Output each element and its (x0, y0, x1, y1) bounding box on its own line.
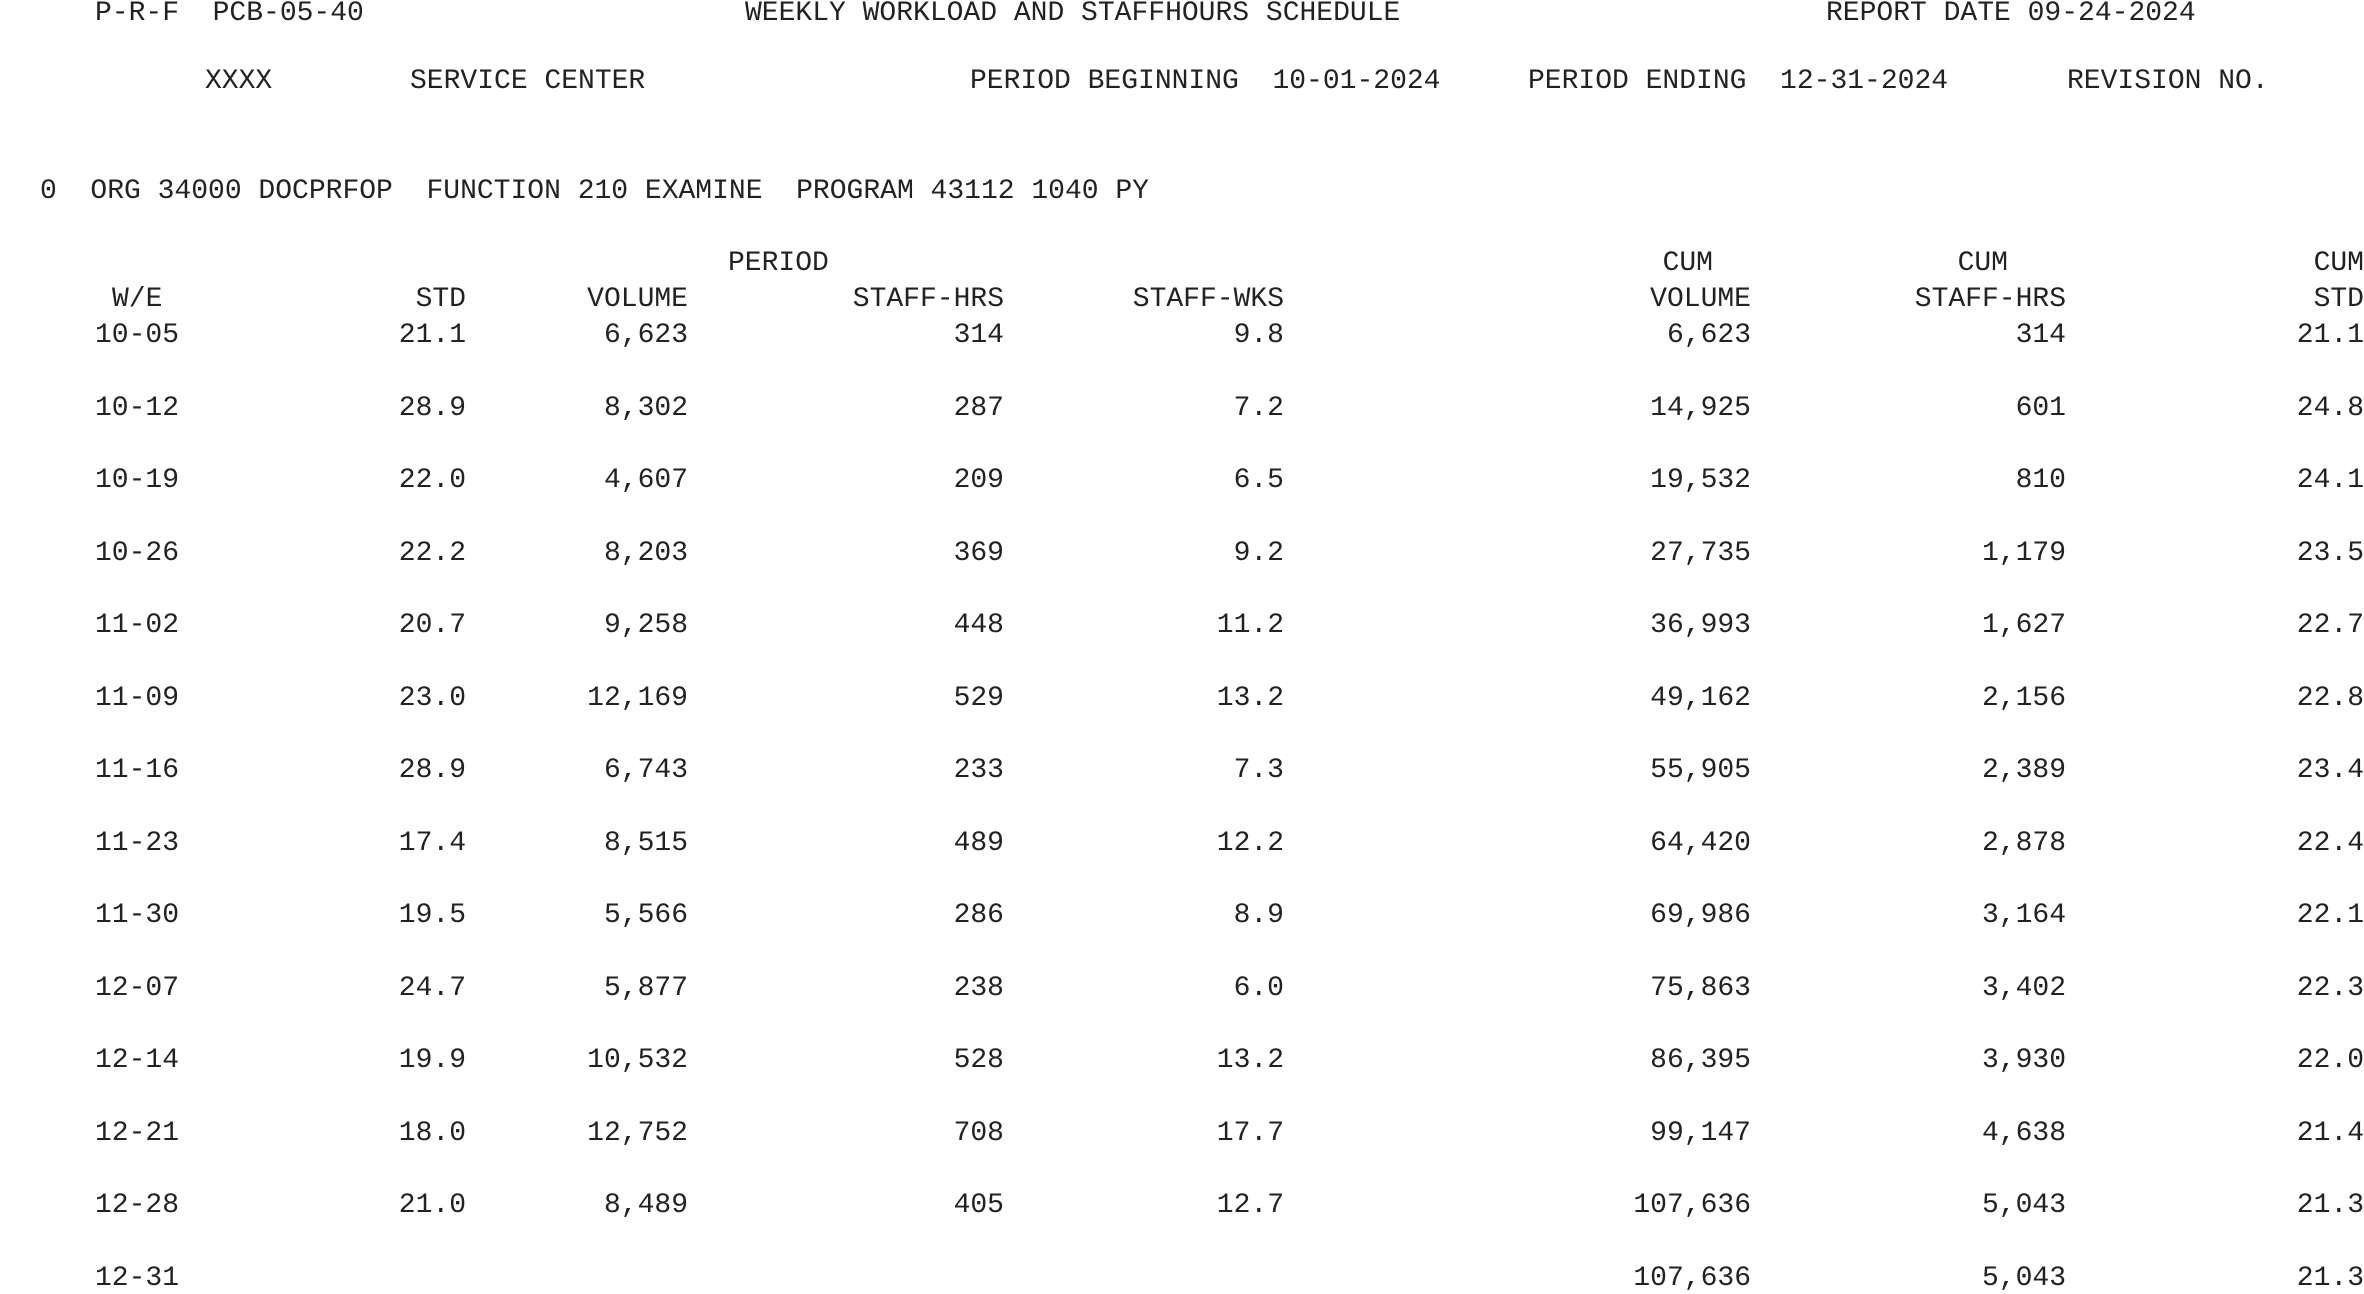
staff-hrs-cell: 528 (953, 1045, 1004, 1076)
staff-hrs-cell: 708 (953, 1118, 1004, 1149)
period-ending: PERIOD ENDING 12-31-2024 (1528, 66, 1949, 97)
staff-wks-cell: 6.0 (1233, 973, 1284, 1004)
cum-staff-hrs-group-header: CUM (1957, 248, 2008, 279)
staff-wks-cell: 7.3 (1233, 755, 1284, 786)
cum-volume-cell: 99,147 (1650, 1118, 1751, 1149)
staff-wks-cell: 12.2 (1216, 828, 1284, 859)
week-ending-cell: 11-30 (95, 900, 180, 931)
staff-hrs-cell: 233 (953, 755, 1004, 786)
staff-hrs-cell: 369 (953, 538, 1004, 569)
week-ending-cell: 12-14 (95, 1045, 180, 1076)
cum-staff-hrs-cell: 1,179 (1981, 538, 2066, 569)
cum-volume-cell: 27,735 (1650, 538, 1751, 569)
report-id: P-R-F PCB-05-40 (95, 0, 364, 29)
cum-volume-cell: 36,993 (1650, 610, 1751, 641)
report-date: REPORT DATE 09-24-2024 (1826, 0, 2196, 29)
staff-wks-cell: 11.2 (1216, 610, 1284, 641)
cum-std-cell: 22.0 (2296, 1045, 2364, 1076)
week-ending-cell: 10-12 (95, 393, 180, 424)
col-header-cum-staff-hrs: STAFF-HRS (1914, 284, 2066, 315)
cum-std-cell: 21.1 (2296, 320, 2364, 351)
cum-volume-cell: 55,905 (1650, 755, 1751, 786)
volume-cell: 6,743 (603, 755, 688, 786)
cum-volume-cell: 14,925 (1650, 393, 1751, 424)
cum-std-cell: 21.3 (2296, 1263, 2364, 1294)
cum-std-cell: 24.1 (2296, 465, 2364, 496)
cum-std-cell: 22.8 (2296, 683, 2364, 714)
cum-staff-hrs-cell: 810 (2015, 465, 2066, 496)
site-name: SERVICE CENTER (410, 66, 646, 97)
staff-wks-cell: 8.9 (1233, 900, 1284, 931)
cum-staff-hrs-cell: 3,164 (1981, 900, 2066, 931)
staff-wks-cell: 9.2 (1233, 538, 1284, 569)
staff-wks-cell: 6.5 (1233, 465, 1284, 496)
cum-volume-cell: 86,395 (1650, 1045, 1751, 1076)
cum-volume-cell: 49,162 (1650, 683, 1751, 714)
col-header-staff-wks: STAFF-WKS (1132, 284, 1284, 315)
staff-wks-cell: 17.7 (1216, 1118, 1284, 1149)
col-header-std: STD (415, 284, 466, 315)
cum-std-cell: 23.5 (2296, 538, 2364, 569)
cum-std-cell: 22.7 (2296, 610, 2364, 641)
volume-cell: 8,489 (603, 1190, 688, 1221)
col-header-week-ending: W/E (112, 284, 163, 315)
cum-volume-cell: 19,532 (1650, 465, 1751, 496)
std-cell: 24.7 (398, 973, 466, 1004)
period-beginning: PERIOD BEGINNING 10-01-2024 (970, 66, 1441, 97)
cum-staff-hrs-cell: 314 (2015, 320, 2066, 351)
cum-volume-cell: 64,420 (1650, 828, 1751, 859)
cum-volume-cell: 75,863 (1650, 973, 1751, 1004)
volume-cell: 5,566 (603, 900, 688, 931)
cum-staff-hrs-cell: 601 (2015, 393, 2066, 424)
week-ending-cell: 12-07 (95, 973, 180, 1004)
week-ending-cell: 11-09 (95, 683, 180, 714)
volume-cell: 12,169 (587, 683, 688, 714)
volume-cell: 12,752 (587, 1118, 688, 1149)
cum-std-cell: 21.3 (2296, 1190, 2364, 1221)
staff-hrs-cell: 238 (953, 973, 1004, 1004)
cum-staff-hrs-cell: 3,930 (1981, 1045, 2066, 1076)
cum-staff-hrs-cell: 2,878 (1981, 828, 2066, 859)
volume-cell: 10,532 (587, 1045, 688, 1076)
std-cell: 28.9 (398, 393, 466, 424)
staff-wks-cell: 13.2 (1216, 683, 1284, 714)
cum-std-cell: 24.8 (2296, 393, 2364, 424)
std-cell: 28.9 (398, 755, 466, 786)
cum-std-cell: 21.4 (2296, 1118, 2364, 1149)
std-cell: 21.0 (398, 1190, 466, 1221)
week-ending-cell: 10-19 (95, 465, 180, 496)
std-cell: 17.4 (398, 828, 466, 859)
cum-staff-hrs-cell: 2,156 (1981, 683, 2066, 714)
col-header-cum-volume: VOLUME (1650, 284, 1751, 315)
cum-staff-hrs-cell: 4,638 (1981, 1118, 2066, 1149)
week-ending-cell: 11-23 (95, 828, 180, 859)
staff-wks-cell: 7.2 (1233, 393, 1284, 424)
cum-volume-cell: 107,636 (1633, 1190, 1751, 1221)
volume-cell: 8,515 (603, 828, 688, 859)
org-function-line: 0 ORG 34000 DOCPRFOP FUNCTION 210 EXAMINE PROGRAM 43112 1040 PY (40, 176, 1149, 207)
std-cell: 23.0 (398, 683, 466, 714)
std-cell: 18.0 (398, 1118, 466, 1149)
cum-staff-hrs-cell: 1,627 (1981, 610, 2066, 641)
staff-wks-cell: 9.8 (1233, 320, 1284, 351)
staff-wks-cell: 13.2 (1216, 1045, 1284, 1076)
site-code: XXXX (205, 66, 273, 97)
report-title: WEEKLY WORKLOAD AND STAFFHOURS SCHEDULE (745, 0, 1401, 29)
staff-hrs-cell: 287 (953, 393, 1004, 424)
week-ending-cell: 12-21 (95, 1118, 180, 1149)
cum-std-cell: 22.1 (2296, 900, 2364, 931)
volume-cell: 6,623 (603, 320, 688, 351)
std-cell: 22.0 (398, 465, 466, 496)
std-cell: 19.5 (398, 900, 466, 931)
col-header-cum-std: STD (2313, 284, 2364, 315)
staff-hrs-cell: 529 (953, 683, 1004, 714)
staff-hrs-cell: 448 (953, 610, 1004, 641)
cum-staff-hrs-cell: 5,043 (1981, 1190, 2066, 1221)
week-ending-cell: 11-02 (95, 610, 180, 641)
std-cell: 19.9 (398, 1045, 466, 1076)
cum-volume-group-header: CUM (1662, 248, 1713, 279)
col-header-volume: VOLUME (587, 284, 688, 315)
volume-cell: 5,877 (603, 973, 688, 1004)
week-ending-cell: 11-16 (95, 755, 180, 786)
cum-std-cell: 23.4 (2296, 755, 2364, 786)
cum-volume-cell: 107,636 (1633, 1263, 1751, 1294)
cum-staff-hrs-cell: 5,043 (1981, 1263, 2066, 1294)
std-cell: 20.7 (398, 610, 466, 641)
cum-staff-hrs-cell: 2,389 (1981, 755, 2066, 786)
volume-cell: 9,258 (603, 610, 688, 641)
staff-hrs-cell: 314 (953, 320, 1004, 351)
cum-volume-cell: 69,986 (1650, 900, 1751, 931)
staff-hrs-cell: 209 (953, 465, 1004, 496)
std-cell: 22.2 (398, 538, 466, 569)
week-ending-cell: 10-26 (95, 538, 180, 569)
week-ending-cell: 12-28 (95, 1190, 180, 1221)
volume-cell: 4,607 (603, 465, 688, 496)
volume-cell: 8,203 (603, 538, 688, 569)
cum-std-cell: 22.3 (2296, 973, 2364, 1004)
week-ending-cell: 12-31 (95, 1263, 180, 1294)
week-ending-cell: 10-05 (95, 320, 180, 351)
staff-hrs-cell: 286 (953, 900, 1004, 931)
cum-std-cell: 22.4 (2296, 828, 2364, 859)
cum-std-group-header: CUM (2313, 248, 2364, 279)
period-group-header: PERIOD (728, 248, 829, 279)
volume-cell: 8,302 (603, 393, 688, 424)
staff-hrs-cell: 405 (953, 1190, 1004, 1221)
std-cell: 21.1 (398, 320, 466, 351)
staff-wks-cell: 12.7 (1216, 1190, 1284, 1221)
staff-hrs-cell: 489 (953, 828, 1004, 859)
cum-staff-hrs-cell: 3,402 (1981, 973, 2066, 1004)
col-header-staff-hrs: STAFF-HRS (852, 284, 1004, 315)
revision-number: REVISION NO. (2067, 66, 2269, 97)
cum-volume-cell: 6,623 (1666, 320, 1751, 351)
